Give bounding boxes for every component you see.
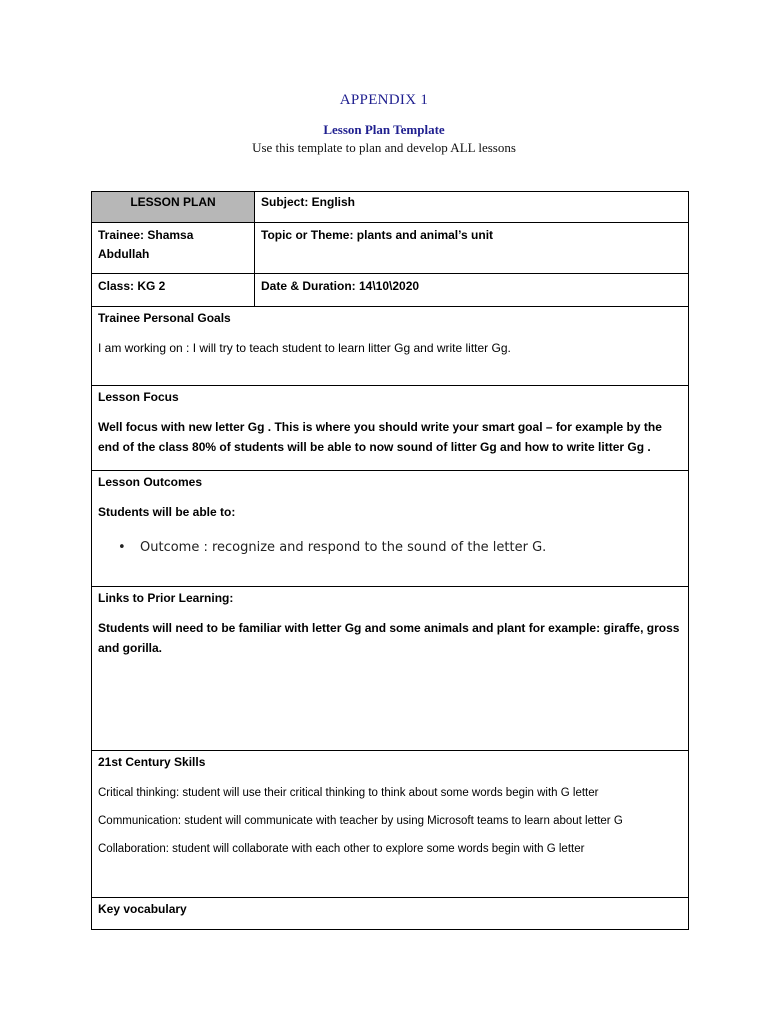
- topic-cell: [255, 223, 689, 274]
- trainee-name-line1: Trainee: Shamsa: [98, 228, 194, 242]
- topic-text: Topic or Theme: plants and animal’s unit: [261, 228, 494, 242]
- skill-collaboration: Collaboration: student will collaborate with each other to explore some words begin with G letter: [98, 843, 585, 855]
- lesson-plan-table: [91, 191, 689, 930]
- subject-cell: [255, 192, 689, 223]
- skill-communication: Communication: student will communicate with teacher by using Microsoft teams to learn about letter G: [98, 815, 623, 827]
- lesson-focus-text: Well focus with new letter Gg . This is where you should write your smart goal – for example by the end of the class 80% of students will be able to now sound of litter Gg and how to write litter Gg .: [98, 420, 662, 454]
- outcome-list-item: [98, 540, 682, 555]
- lesson-plan-label: LESSON PLAN: [130, 195, 216, 209]
- personal-goals-heading: Trainee Personal Goals: [98, 311, 231, 325]
- personal-goals-text: I am working on : I will try to teach student to learn litter Gg and write litter Gg.: [98, 341, 511, 355]
- trainee-cell: [92, 223, 255, 274]
- prior-learning-heading: Links to Prior Learning:: [98, 591, 234, 605]
- bullet-icon: •: [118, 540, 126, 555]
- appendix-heading: APPENDIX 1: [339, 92, 429, 108]
- template-title: Lesson Plan Template: [323, 122, 445, 137]
- date-duration-text: Date & Duration: 14\10\2020: [261, 279, 420, 293]
- subject-text: Subject: English: [261, 195, 356, 209]
- skills-heading: 21st Century Skills: [98, 755, 206, 769]
- lesson-focus-heading: Lesson Focus: [98, 390, 179, 404]
- lesson-focus-section: [92, 386, 689, 471]
- template-subtitle: Use this template to plan and develop ALL lessons: [252, 140, 516, 155]
- date-cell: [255, 274, 689, 307]
- outcomes-intro: Students will be able to:: [98, 505, 236, 519]
- outcome-text: Outcome : recognize and respond to the sound of the letter G.: [140, 540, 547, 555]
- prior-learning-section: [92, 587, 689, 751]
- class-cell: [92, 274, 255, 307]
- trainee-name-line2: Abdullah: [98, 247, 150, 261]
- lesson-outcomes-heading: Lesson Outcomes: [98, 475, 203, 489]
- class-text: Class: KG 2: [98, 279, 166, 293]
- personal-goals-section: [92, 307, 689, 386]
- lesson-outcomes-section: [92, 471, 689, 587]
- prior-learning-text: Students will need to be familiar with letter Gg and some animals and plant for example: giraffe, gross and gorilla.: [98, 621, 680, 655]
- key-vocabulary-section: [92, 898, 689, 930]
- skill-critical-thinking: Critical thinking: student will use their critical thinking to think about some words begin with G letter: [98, 787, 599, 799]
- lesson-plan-header-cell: [92, 192, 255, 223]
- skills-section: [92, 751, 689, 898]
- key-vocabulary-heading: Key vocabulary: [98, 902, 187, 916]
